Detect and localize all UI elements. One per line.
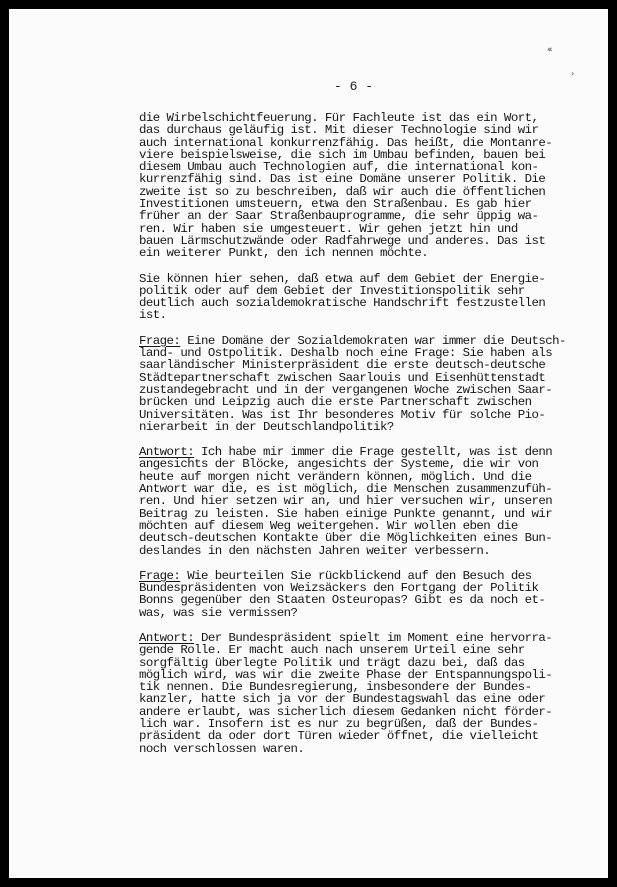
line-text: saarländischer Ministerpräsident die erste deutsch-deutsche [139,358,546,373]
line-text: Sie können hier sehen, daß etwa auf dem Gebiet der Energie- [139,271,546,286]
text-line [139,297,601,309]
speaker-label: Frage: [139,568,181,583]
line-text: Der Bundespräsident spielt im Moment eine hervorra- [194,630,553,645]
line-text: bauen Lärmschutzwände oder Radfahrwege und anderes. Das ist [139,233,546,248]
line-text: kanzler, hatte sich ja vor der Bundestagswahl das eine oder [139,692,546,707]
line-text: noch verschlossen waren. [139,741,305,756]
speaker-label: Antwort: [139,630,195,645]
line-text: ein weiterer Punkt, den ich nennen möchte. [139,246,429,261]
speaker-label: Frage: [139,333,181,348]
line-text: Eine Domäne der Sozialdemokraten war immer die Deutsch- [180,333,566,348]
paragraph [139,570,601,619]
line-text: Bonns gegenüber den Staaten Osteuropas? Gibt es da noch et- [139,593,546,608]
text-line [139,545,601,557]
line-text: Städtepartnerschaft zwischen Saarlouis und Eisenhüttenstadt [139,370,546,385]
document-page [9,9,608,878]
paragraph [139,632,601,755]
line-text: tik nennen. Die Bundesregierung, insbesondere der Bundes- [139,680,532,695]
line-text: präsident da oder dort Türen wieder öffnet, die vielleicht [139,729,539,744]
line-text: heute auf morgen nicht verändern können, möglich. Und die [139,469,532,484]
line-text: möchten auf diesem Weg weitergehen. Wir wollen eben die [139,518,518,533]
line-text: deutlich auch sozialdemokratische Handschrift festzustellen [139,296,546,311]
paragraph [139,335,601,433]
line-text: Beitrag zu leisten. Sie haben einige Punkte genannt, und wir [139,506,553,521]
line-text: brücken und Leipzig auch die erste Partnerschaft zwischen [139,395,532,410]
line-text: gende Rolle. Er macht auch nach unserem Urteil eine sehr [139,643,525,658]
line-text: auch international konkurrenzfähig. Das heißt, die Montanre- [139,135,553,150]
text-line [139,743,601,755]
line-text: lich war. Insofern ist es nur zu begrüßen, daß der Bundes- [139,717,539,732]
line-text: früher an der Saar Straßenbauprogramme, die sehr üppig wa- [139,209,539,224]
line-text: möglich wird, was wir die zweite Phase der Entspannungspoli- [139,667,553,682]
paragraph [139,446,601,557]
line-text: die Wirbelschichtfeuerung. Für Fachleute ist das ein Wort, [139,111,539,125]
corner-mark-right: › [571,69,575,78]
speaker-label: Antwort: [139,445,195,460]
line-text: politik oder auf dem Gebiet der Investitionspolitik sehr [139,283,525,298]
paragraph [139,273,601,322]
line-text: ren. Und hier setzen wir an, und hier versuchen wir, unseren [139,494,553,509]
page-number: - 6 - [334,79,374,94]
line-text: deutsch-deutschen Kontakte über die Möglichkeiten eines Bun- [139,531,553,546]
line-text: Investitionen umsteuern, etwa den Straßenbau. Es gab hier [139,197,532,212]
line-text: ren. Wir haben sie umgesteuert. Wir gehen jetzt hin und [139,221,518,236]
line-text: diesem Umbau auch Technologien auf, die international kon- [139,160,539,175]
text-line [139,607,601,619]
line-text: zustandegebracht und in der vergangenen Woche zwischen Saar- [139,382,553,397]
line-text: zweite ist so zu beschreiben, daß wir auch die öffentlichen [139,184,546,199]
line-text: viere beispielsweise, die sich im Umbau befinden, bauen bei [139,147,546,162]
line-text: Universitäten. Was ist Ihr besonderes Motiv für solche Pio- [139,407,546,422]
line-text: das durchaus geläufig ist. Mit dieser Technologie sind wir [139,123,539,138]
line-text: angesichts der Blöcke, angesichts der Systeme, die wir von [139,457,539,472]
line-text: Ich habe mir immer die Frage gestellt, was ist denn [194,445,553,460]
line-text: Bundespräsidenten von Weizsäckers den Fortgang der Politik [139,581,539,596]
line-text: Antwort war die, es ist möglich, die Menschen zusammenzufüh- [139,482,553,497]
text-line [139,309,601,321]
line-text: kurrenzfähig sind. Das ist eine Domäne unserer Politik. Die [139,172,546,187]
line-text: Wie beurteilen Sie rückblickend auf den Besuch des [180,568,532,583]
line-text: nierarbeit in der Deutschlandpolitik? [139,419,394,434]
line-text: land- und Ostpolitik. Deshalb noch eine Frage: Sie haben als [139,346,553,361]
paragraph [139,112,601,260]
text-line [139,421,601,433]
body-text [139,112,601,768]
line-text: sorgfältig überlegte Politik und trägt dazu bei, daß das [139,655,525,670]
text-line [139,247,601,259]
line-text: deslandes in den nächsten Jahren weiter verbessern. [139,543,491,558]
line-text: was, was sie vermissen? [139,605,298,620]
corner-mark-top: « [547,45,553,55]
line-text: ist. [139,308,167,323]
line-text: andere erlaubt, was sicherlich diesem Gedanken nicht förder- [139,704,553,719]
